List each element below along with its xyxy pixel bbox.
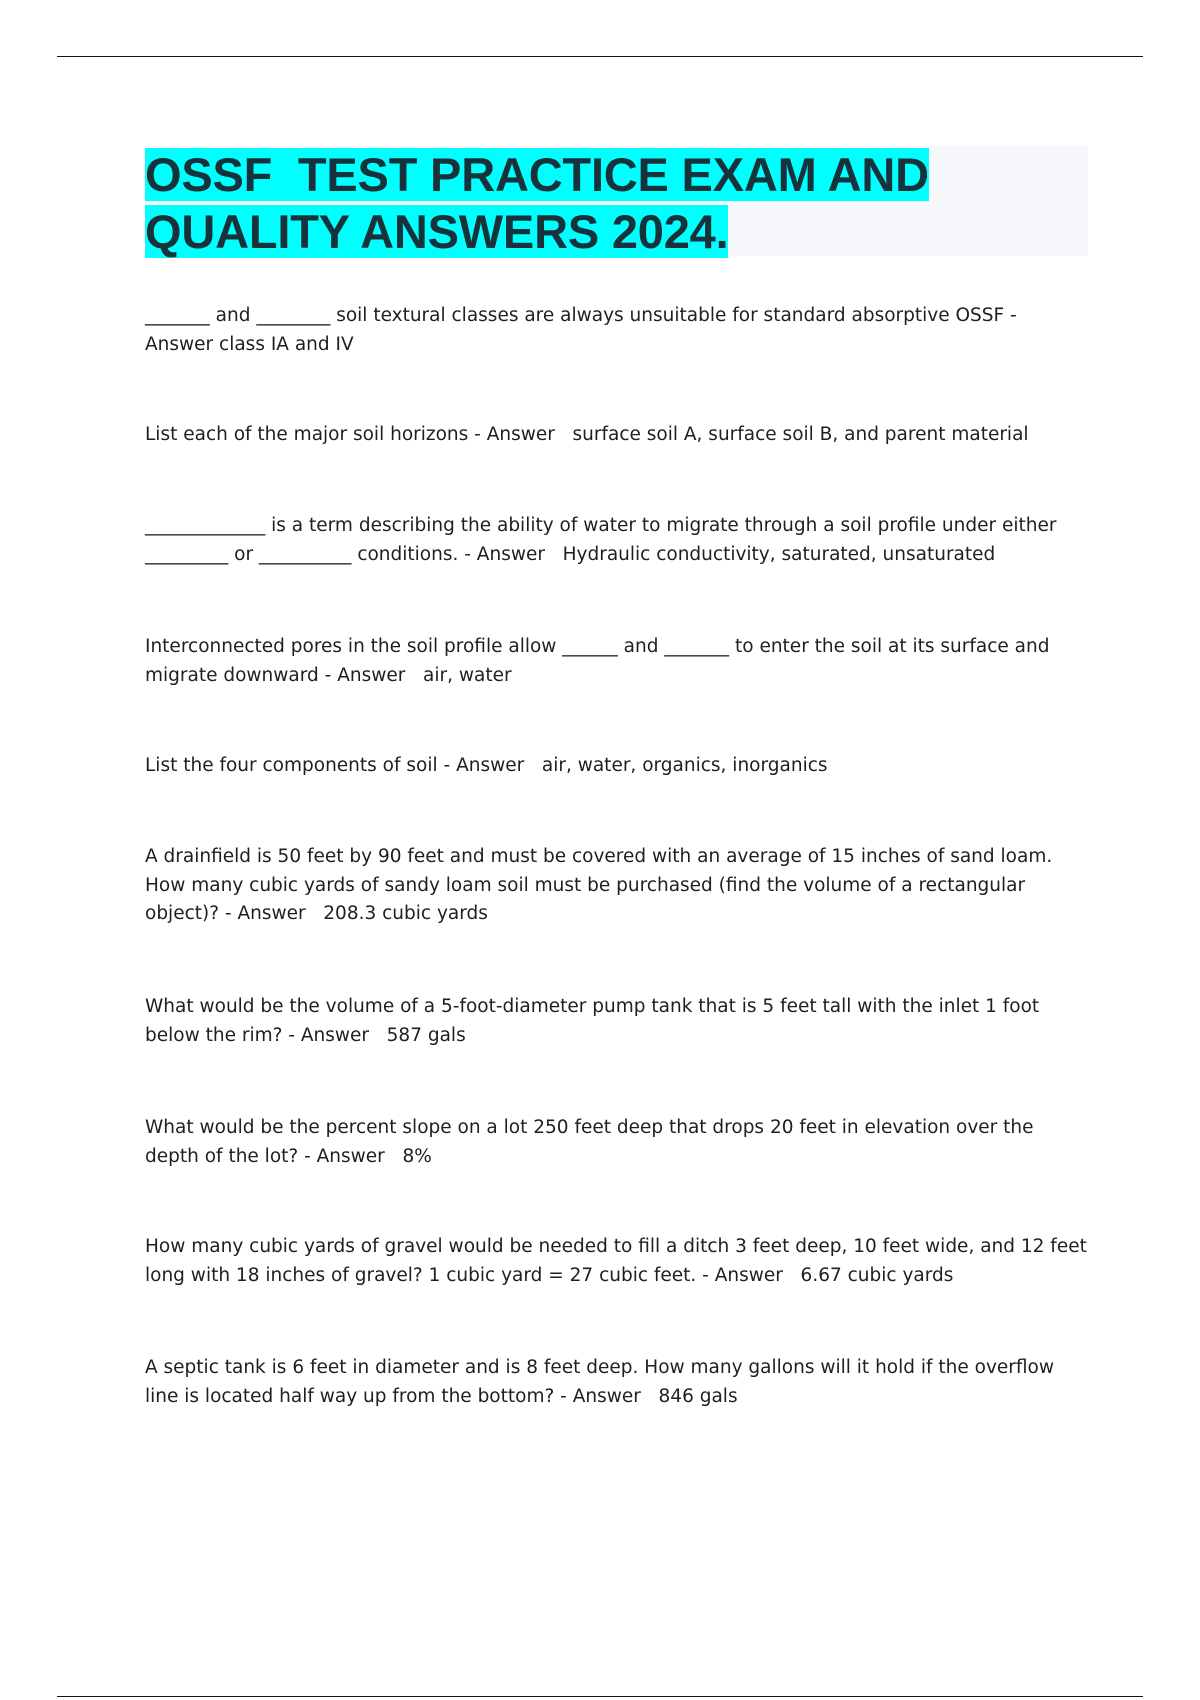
qa-item-5 xyxy=(145,752,1090,781)
document-title xyxy=(145,146,1088,260)
answer-text: air, water xyxy=(423,664,512,686)
qa-item-4 xyxy=(145,633,1090,690)
answer-text: class IA and IV xyxy=(219,333,354,355)
question-text: Interconnected pores in the soil profile allow ______ and _______ to enter the soil at its surface and migrate downward - Answer xyxy=(145,636,1056,686)
answer-text: air, water, organics, inorganics xyxy=(541,755,828,776)
qa-item-1 xyxy=(145,302,1090,359)
title-block xyxy=(145,146,1088,256)
answer-text: 587 gals xyxy=(386,1024,466,1046)
answer-text: 208.3 cubic yards xyxy=(323,903,488,924)
question-text: List each of the major soil horizons - Answer xyxy=(145,424,555,445)
qa-item-2 xyxy=(145,421,1090,450)
qa-item-10 xyxy=(145,1354,1090,1411)
qa-item-3 xyxy=(145,512,1090,569)
question-text: _______ and ________ soil textural classes are always unsuitable for standard absorptive OSSF - Answer xyxy=(145,305,1023,355)
title-line-1: OSSF TEST PRACTICE EXAM AND xyxy=(145,148,929,201)
question-text: List the four components of soil - Answer xyxy=(145,755,525,776)
answer-text: 846 gals xyxy=(658,1385,738,1407)
answer-text: surface soil A, surface soil B, and parent material xyxy=(572,424,1029,445)
top-rule xyxy=(57,56,1143,57)
question-text: What would be the percent slope on a lot 250 feet deep that drops 20 feet in elevation over the depth of the lot? - Answer xyxy=(145,1117,1040,1167)
question-text: _____________ is a term describing the ability of water to migrate through a soil profile under either _________ or __________ conditions. - Answer xyxy=(145,515,1063,565)
answer-text: 6.67 cubic yards xyxy=(800,1264,954,1286)
title-line-2: QUALITY ANSWERS 2024. xyxy=(145,205,729,258)
question-text: How many cubic yards of gravel would be needed to fill a ditch 3 feet deep, 10 feet wide, and 12 feet long with 18 inches of gravel? 1 cubic yard = 27 cubic feet. - Answer xyxy=(145,1236,1093,1286)
qa-item-7 xyxy=(145,993,1090,1050)
qa-item-6 xyxy=(145,843,1090,929)
answer-text: Hydraulic conductivity, saturated, unsaturated xyxy=(562,543,996,565)
bottom-rule xyxy=(57,1696,1143,1697)
answer-text: 8% xyxy=(402,1145,432,1167)
qa-item-8 xyxy=(145,1114,1090,1171)
question-text: What would be the volume of a 5-foot-diameter pump tank that is 5 feet tall with the inlet 1 foot below the rim? - Answer xyxy=(145,996,1046,1046)
question-text: A drainfield is 50 feet by 90 feet and must be covered with an average of 15 inches of sand loam. How many cubic yards of sandy loam soil must be purchased (find the volume of a rectangular object)? - Answer xyxy=(145,846,1059,924)
question-text: A septic tank is 6 feet in diameter and is 8 feet deep. How many gallons will it hold if the overflow line is located half way up from the bottom? - Answer xyxy=(145,1357,1060,1407)
qa-item-9 xyxy=(145,1233,1093,1290)
